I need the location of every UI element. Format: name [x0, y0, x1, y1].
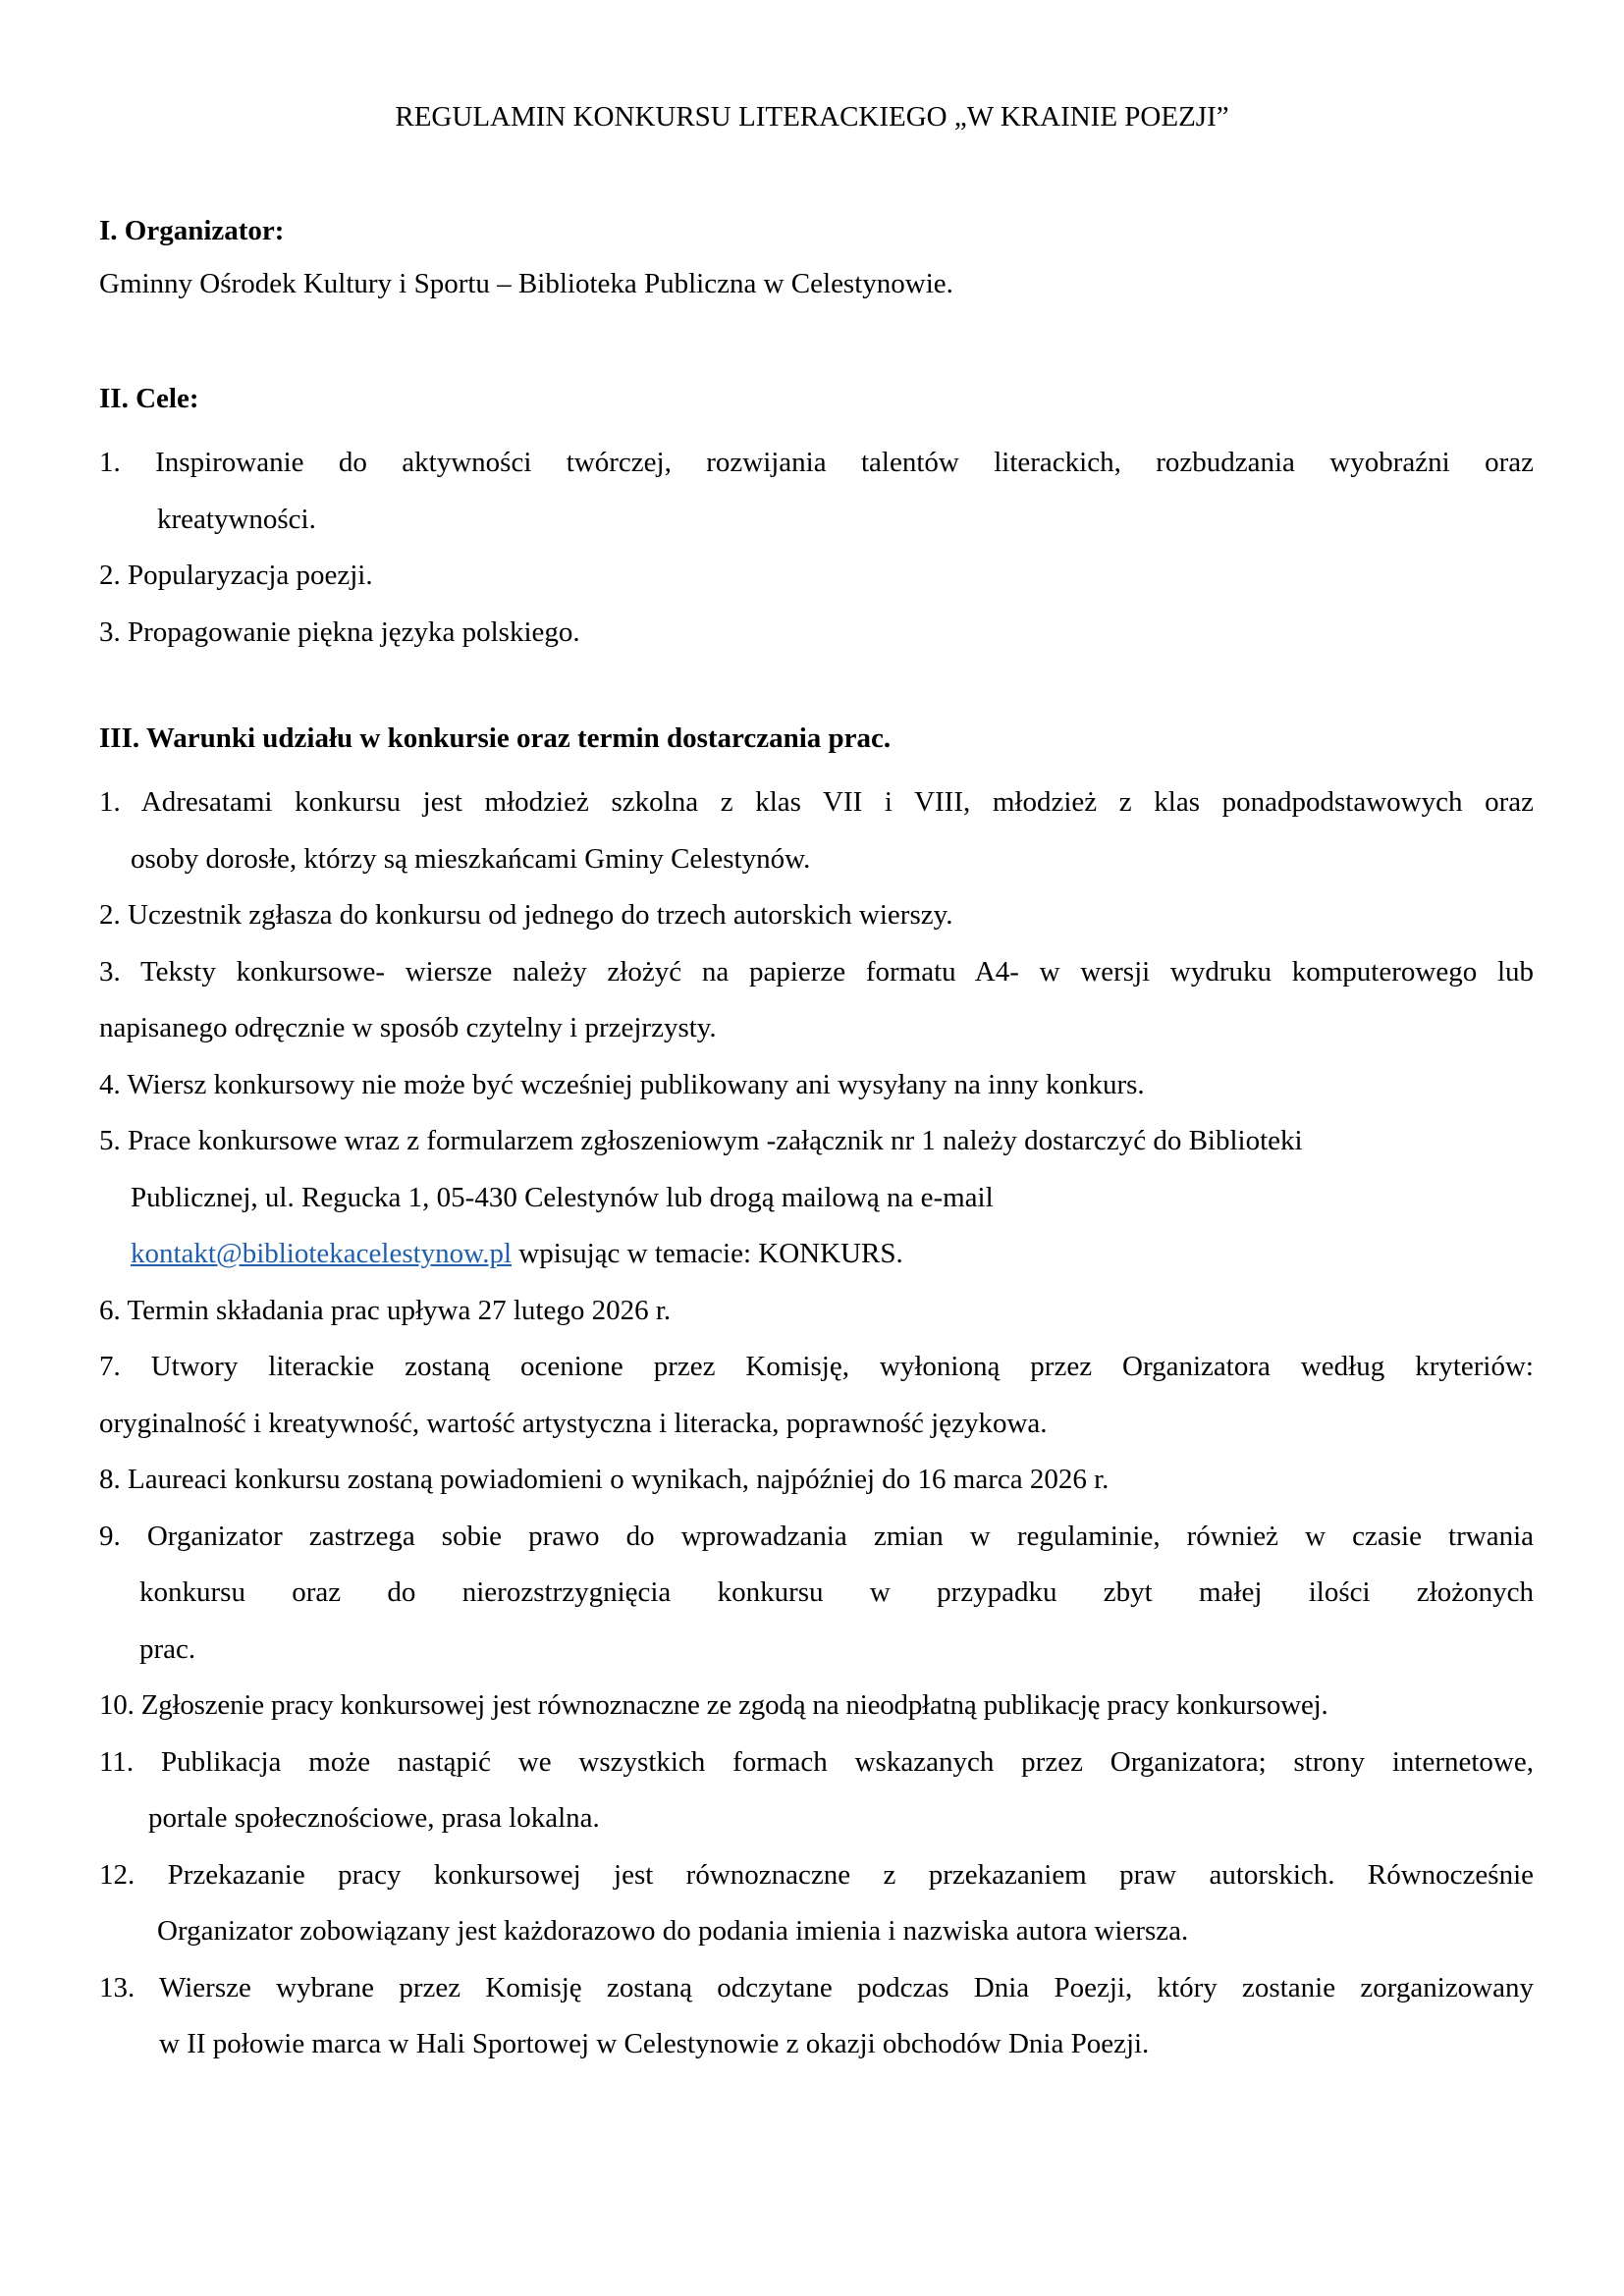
condition-item-5-line-2: Publicznej, ul. Regucka 1, 05-430 Celestynów lub drogą mailową na e-mail: [131, 1181, 994, 1213]
condition-item-3-line-1: 3. Teksty konkursowe- wiersze należy złożyć na papierze formatu A4- w wersji wydruku komputerowego lub: [99, 955, 1534, 988]
condition-item-9-line-3: prac.: [139, 1632, 196, 1665]
goal-item-3: 3. Propagowanie piękna języka polskiego.: [99, 615, 580, 648]
condition-item-2: 2. Uczestnik zgłasza do konkursu od jednego do trzech autorskich wierszy.: [99, 899, 953, 931]
condition-item-5-line-1: 5. Prace konkursowe wraz z formularzem zgłoszeniowym -załącznik nr 1 należy dostarczyć do Biblioteki: [99, 1125, 1303, 1156]
condition-item-1-line-2: osoby dorosłe, którzy są mieszkańcami Gminy Celestynów.: [131, 842, 811, 875]
condition-item-11-line-1: 11. Publikacja może nastąpić we wszystkich formach wskazanych przez Organizatora; strony internetowe,: [99, 1745, 1534, 1778]
goal-item-1-line-2: kreatywności.: [157, 503, 316, 535]
email-link[interactable]: kontakt@bibliotekacelestynow.pl: [131, 1238, 513, 1269]
condition-item-12-line-1: 12. Przekazanie pracy konkursowej jest równoznaczne z przekazaniem praw autorskich. Równocześnie: [99, 1858, 1534, 1891]
section-organizer: [99, 211, 1534, 303]
email-subject-note: wpisując w temacie: KONKURS.: [512, 1238, 903, 1269]
section-heading-goals: II. Cele:: [99, 383, 199, 414]
section-goals: [99, 379, 1534, 661]
condition-item-10: 10. Zgłoszenie pracy konkursowej jest równoznaczne ze zgodą na nieodpłatną publikację pracy konkursowej.: [99, 1689, 1328, 1721]
organizer-text: Gminny Ośrodek Kultury i Sportu – Biblioteka Publiczna w Celestynowie.: [99, 268, 953, 299]
condition-item-9-line-1: 9. Organizator zastrzega sobie prawo do wprowadzania zmian w regulaminie, również w czasie trwania: [99, 1520, 1534, 1552]
goal-item-2: 2. Popularyzacja poezji.: [99, 560, 373, 591]
section-heading-organizer: I. Organizator:: [99, 215, 285, 246]
condition-item-3-line-2: napisanego odręcznie w sposób czytelny i przejrzysty.: [99, 1012, 717, 1043]
condition-item-6: 6. Termin składania prac upływa 27 lutego 2026 r.: [99, 1294, 672, 1326]
condition-item-11-line-2: portale społecznościowe, prasa lokalna.: [148, 1802, 600, 1834]
condition-item-9-line-2: konkursu oraz do nierozstrzygnięcia konkursu w przypadku zbyt małej ilości złożonych: [139, 1576, 1534, 1608]
condition-item-13-line-2: w II połowie marca w Hali Sportowej w Celestynowie z okazji obchodów Dnia Poezji.: [159, 2028, 1150, 2059]
condition-item-7-line-1: 7. Utwory literackie zostaną ocenione przez Komisję, wyłonioną przez Organizatora według kryteriów:: [99, 1351, 1534, 1382]
condition-item-7-line-2: oryginalność i kreatywność, wartość artystyczna i literacka, poprawność językowa.: [99, 1407, 1048, 1439]
section-heading-conditions: III. Warunki udziału w konkursie oraz termin dostarczania prac.: [99, 722, 892, 754]
condition-item-8: 8. Laureaci konkursu zostaną powiadomieni o wynikach, najpóźniej do 16 marca 2026 r.: [99, 1464, 1110, 1495]
condition-item-13-line-1: 13. Wiersze wybrane przez Komisję zostaną odczytane podczas Dnia Poezji, który zostanie zorganizowany: [99, 1971, 1534, 2003]
goal-item-1-line-1: 1. Inspirowanie do aktywności twórczej, rozwijania talentów literackich, rozbudzania wyobraźni oraz: [99, 447, 1534, 478]
condition-item-1-line-1: 1. Adresatami konkursu jest młodzież szkolna z klas VII i VIII, młodzież z klas ponadpodstawowych oraz: [99, 786, 1534, 818]
condition-item-5-line-3: [99, 1226, 1534, 1283]
condition-item-12-line-2: Organizator zobowiązany jest każdorazowo do podania imienia i nazwiska autora wiersza.: [157, 1915, 1189, 1947]
condition-item-4: 4. Wiersz konkursowy nie może być wcześniej publikowany ani wysyłany na inny konkurs.: [99, 1068, 1145, 1100]
document-title: REGULAMIN KONKURSU LITERACKIEGO „W KRAINIE POEZJI”: [395, 101, 1229, 133]
section-conditions: [99, 719, 1534, 2073]
